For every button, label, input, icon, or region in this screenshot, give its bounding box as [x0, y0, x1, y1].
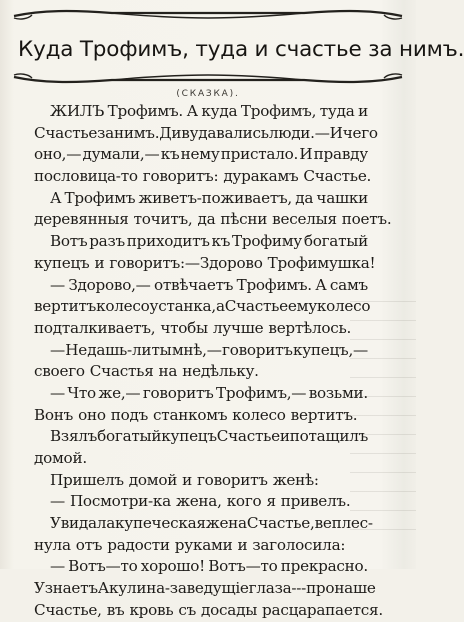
story-word: да: [197, 210, 216, 229]
story-word: женѣ:: [272, 470, 319, 489]
story-word: ему: [287, 297, 317, 316]
story-word: А: [315, 275, 327, 294]
story-word: лучше: [212, 318, 264, 337]
story-word: пословица-то: [34, 167, 138, 186]
story-word: Увидала: [50, 514, 116, 533]
story-word: люди.—И: [268, 123, 343, 142]
story-line: [34, 166, 372, 188]
story-subtitle: (СКАЗКА).: [176, 89, 240, 99]
story-line: [34, 231, 368, 253]
story-line: [34, 253, 376, 275]
story-word: вертитъ: [34, 297, 97, 316]
story-line: [34, 556, 368, 578]
story-word: подталкиваетъ,: [34, 318, 156, 337]
story-word: Трофимушка!: [267, 253, 376, 272]
story-word: туда: [319, 102, 355, 120]
story-word: ты: [151, 340, 172, 359]
story-word: чтобы: [160, 318, 208, 337]
story-word: думали,—: [82, 145, 160, 164]
story-word: Не: [65, 340, 87, 359]
story-line: [34, 426, 368, 448]
story-word: Вотъ—то: [68, 557, 138, 576]
story-line: [34, 535, 368, 557]
story-word: веселыя: [272, 210, 337, 229]
story-word: правду: [313, 145, 368, 164]
story-word: Счастье,: [34, 600, 102, 619]
story-word: станкомъ: [153, 405, 228, 424]
story-word: говоритъ:—Здорово: [109, 253, 263, 272]
story-word: дуракамъ: [223, 167, 299, 186]
story-word: потащилъ: [289, 427, 369, 446]
story-word: Посмотри-ка: [69, 492, 171, 511]
story-line: [34, 600, 383, 622]
story-line: [34, 448, 368, 470]
story-word: богатый: [97, 427, 162, 446]
story-word: оно: [78, 405, 106, 424]
story-word: же,—: [98, 383, 141, 402]
story-word: подъ: [110, 405, 149, 424]
story-word: Вотъ—то: [208, 557, 278, 576]
story-word: и: [358, 102, 368, 120]
story-word: жена,: [175, 492, 222, 511]
story-word: вертитъ.: [290, 405, 358, 424]
story-word: Акулина: [97, 579, 165, 598]
story-word: хорошо!: [140, 557, 205, 576]
story-word: Трофимъ.: [107, 102, 183, 120]
story-word: Счастья: [89, 362, 154, 381]
story-word: станка,: [158, 297, 216, 316]
story-word: живетъ-поживаетъ,: [138, 188, 292, 207]
story-word: заведущіе: [169, 579, 249, 598]
story-word: прекрасно.: [280, 557, 368, 576]
story-word: колесо: [316, 297, 371, 316]
story-word: на: [158, 362, 178, 381]
story-word: веплес-: [314, 514, 373, 533]
story-word: Вотъ: [50, 232, 88, 251]
story-word: Здорово,—: [68, 275, 151, 294]
story-word: у: [149, 297, 159, 316]
story-line: [34, 470, 368, 492]
story-line: [34, 340, 368, 362]
story-word: въ: [106, 600, 125, 619]
story-line: [34, 296, 371, 318]
story-word: Трофимъ,—: [216, 383, 307, 402]
story-word: и: [94, 253, 105, 272]
story-word: А: [50, 188, 62, 207]
story-line: [34, 188, 368, 210]
story-word: А: [186, 102, 198, 120]
story-word: купецъ,—: [293, 340, 368, 359]
story-word: -: [164, 579, 170, 598]
story-word: недѣльку.: [182, 362, 259, 381]
story-word: Взялъ: [50, 427, 98, 446]
story-word: купецъ: [34, 253, 90, 272]
story-word: и: [237, 535, 248, 554]
story-word: купеческая: [115, 514, 206, 533]
story-word: колесо: [232, 405, 286, 424]
story-line: [34, 361, 368, 383]
story-word: пѣсни: [220, 210, 268, 229]
story-word: къ: [211, 232, 231, 251]
story-word: нула: [34, 535, 71, 554]
story-word: вертѣлось.: [268, 318, 352, 337]
story-word: Что: [67, 383, 96, 402]
story-word: Трофимъ.: [236, 275, 312, 294]
story-line: [34, 123, 378, 145]
story-word: отвѣчаетъ: [154, 275, 234, 294]
story-line: [34, 144, 368, 166]
story-word: Вонъ: [34, 405, 74, 424]
story-word: и: [279, 427, 290, 446]
top-ornament-rule: [12, 7, 404, 21]
story-line: [34, 513, 373, 535]
story-word: дашь-ли: [87, 340, 152, 359]
story-word: привелъ.: [280, 492, 351, 511]
story-text: [34, 101, 392, 622]
story-word: мнѣ,—: [171, 340, 222, 359]
bottom-ornament-rule: [12, 72, 404, 86]
story-word: кровь: [129, 600, 174, 619]
story-word: —: [50, 275, 65, 294]
story-word: домой.: [34, 449, 87, 467]
story-word: а: [215, 297, 225, 316]
story-word: возьми.: [308, 383, 368, 402]
story-word: —: [50, 557, 65, 576]
story-word: —: [50, 383, 65, 402]
story-word: колесо: [96, 297, 150, 316]
story-word: жена: [205, 514, 247, 533]
story-word: отъ: [75, 535, 103, 554]
story-word: я: [266, 492, 276, 511]
story-line: [34, 578, 376, 600]
story-word: радости: [107, 535, 170, 554]
story-word: говоритъ: [142, 383, 214, 402]
story-word: оно,—: [34, 145, 82, 164]
story-word: Счастье: [34, 123, 98, 142]
story-word: говоритъ: [196, 470, 268, 489]
story-line: [34, 275, 368, 297]
story-word: приходитъ: [126, 232, 210, 251]
story-word: говоритъ: [221, 340, 293, 359]
story-word: съ: [178, 600, 197, 619]
story-line: [34, 101, 368, 123]
story-word: разъ: [89, 232, 125, 251]
story-word: Счастье,: [246, 514, 315, 533]
story-word: да: [295, 188, 314, 207]
story-word: Трофиму: [231, 232, 302, 251]
story-line: [34, 318, 368, 340]
story-word: Счастье: [224, 297, 288, 316]
story-word: досады: [201, 600, 258, 619]
story-word: Трофимъ: [64, 188, 136, 207]
story-word: говоритъ:: [142, 167, 219, 186]
story-word: —: [50, 340, 65, 359]
story-word: за: [97, 123, 114, 142]
story-word: нему: [180, 145, 220, 164]
story-line: [34, 383, 368, 405]
story-word: глаза---про: [248, 579, 335, 598]
story-word: домой: [128, 470, 178, 489]
story-word: —: [50, 492, 65, 511]
story-word: пристало.: [220, 145, 299, 164]
story-line: [34, 491, 368, 513]
story-word: руками: [174, 535, 233, 554]
story-word: ЖИЛЪ: [50, 102, 105, 120]
story-word: нимъ.: [113, 123, 160, 142]
story-word: своего: [34, 362, 85, 381]
story-word: къ: [160, 145, 180, 164]
story-word: заголосила:: [252, 535, 346, 554]
story-word: купецъ: [161, 427, 217, 446]
story-word: Счастье.: [303, 167, 372, 186]
story-word: поетъ.: [341, 210, 392, 229]
story-word: чашки: [316, 188, 368, 207]
story-line: [34, 405, 368, 427]
story-word: Счастье: [216, 427, 280, 446]
story-word: кого: [226, 492, 262, 511]
story-word: Пришелъ: [50, 470, 124, 489]
story-word: деревянныя: [34, 210, 129, 229]
story-title: Куда Трофимъ, туда и счастье за нимъ.: [18, 37, 464, 62]
story-word: куда: [201, 102, 238, 120]
story-word: богатый: [303, 232, 368, 251]
story-word: чего: [342, 123, 378, 142]
story-word: расцарапается.: [262, 600, 383, 619]
story-word: Диву: [159, 123, 199, 142]
story-word: Трофимъ,: [240, 102, 317, 120]
story-line: [34, 209, 392, 231]
story-word: Узнаетъ: [34, 579, 98, 598]
story-word: и: [182, 470, 192, 489]
story-word: давались: [198, 123, 269, 142]
story-word: самъ: [329, 275, 368, 294]
story-word: наше: [334, 579, 376, 598]
story-word: И: [299, 145, 313, 164]
story-word: точитъ,: [133, 210, 193, 229]
